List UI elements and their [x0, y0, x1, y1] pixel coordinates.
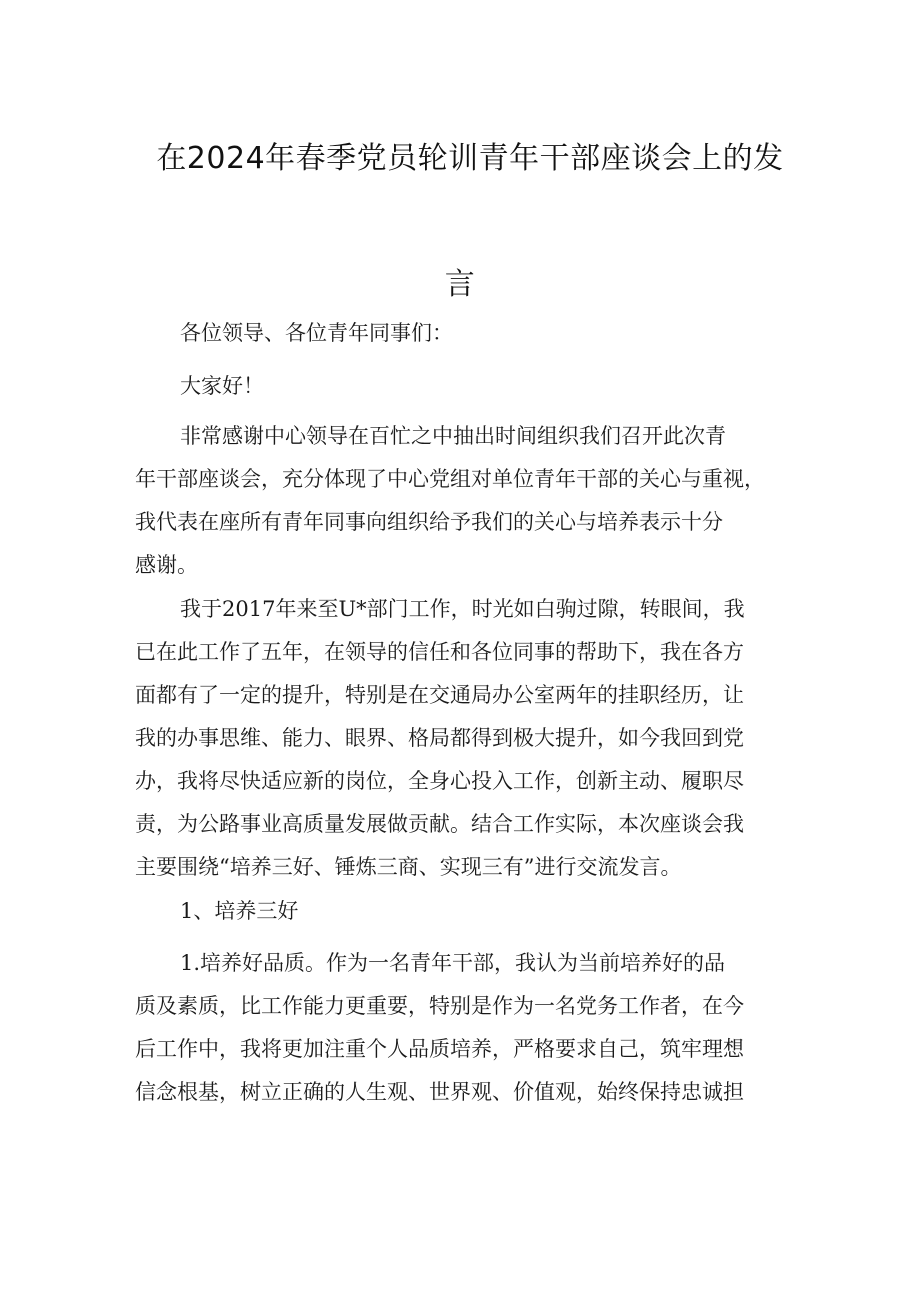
paragraph-2-line: 主要围绕“培养三好、锤炼三商、实现三有”进行交流发言。 [135, 855, 682, 879]
salutation-text: 各位领导、各位青年同事们： [180, 321, 453, 345]
paragraph-1-line: 非常感谢中心领导在百忙之中抽出时间组织我们召开此次青 [180, 424, 726, 448]
paragraph-2 [135, 588, 815, 889]
paragraph-1 [135, 415, 815, 587]
paragraph-3 [135, 942, 815, 1114]
greeting [135, 365, 815, 408]
paragraph-2-line: 面都有了一定的提升，特别是在交通局办公室两年的挂职经历，让 [135, 683, 744, 707]
paragraph-2-line: 我于2017年来至U*部门工作，时光如白驹过隙，转眼间，我 [180, 597, 745, 621]
paragraph-2-line: 已在此工作了五年，在领导的信任和各位同事的帮助下，我在各方 [135, 640, 744, 664]
section-heading-text: 1、培养三好 [180, 899, 299, 923]
paragraph-3-line: 质及素质，比工作能力更重要，特别是作为一名党务工作者，在今 [135, 994, 744, 1018]
paragraph-2-line: 办，我将尽快适应新的岗位，全身心投入工作，创新主动、履职尽 [135, 769, 744, 793]
paragraph-1-line: 感谢。 [135, 553, 198, 577]
paragraph-2-line: 我的办事思维、能力、眼界、格局都得到极大提升，如今我回到党 [135, 726, 744, 750]
paragraph-1-line: 年干部座谈会，充分体现了中心党组对单位青年干部的关心与重视， [135, 467, 765, 491]
paragraph-3-line: 后工作中，我将更加注重个人品质培养，严格要求自己，筑牢理想 [135, 1037, 744, 1061]
paragraph-3-line: 1.培养好品质。作为一名青年干部，我认为当前培养好的品 [180, 951, 726, 975]
paragraph-1-line: 我代表在座所有青年同事向组织给予我们的关心与培养表示十分 [135, 510, 723, 534]
paragraph-2-line: 责，为公路事业高质量发展做贡献。结合工作实际，本次座谈会我 [135, 812, 744, 836]
greeting-text: 大家好！ [180, 374, 264, 398]
section-heading [135, 890, 815, 933]
salutation [135, 312, 815, 355]
paragraph-3-line: 信念根基，树立正确的人生观、世界观、价值观，始终保持忠诚担 [135, 1080, 744, 1104]
document-title-line-1: 在2024年春季党员轮训青年干部座谈会上的发 [156, 141, 784, 176]
document-title-line-2: 言 [444, 267, 476, 302]
